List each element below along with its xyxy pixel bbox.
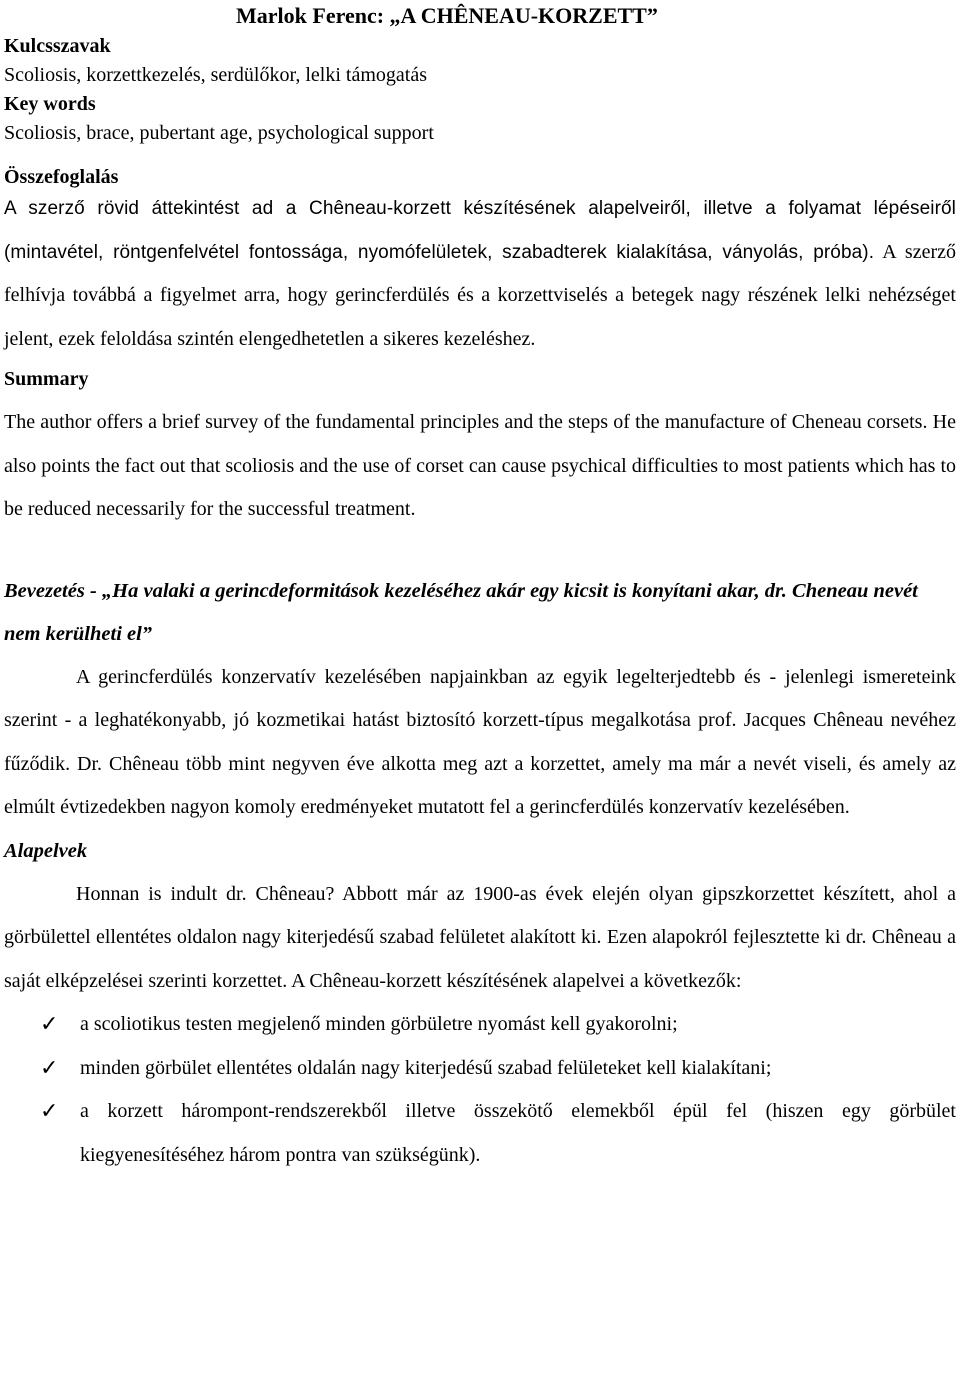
summary-en-text: The author offers a brief survey of the fundamental principles and the steps of the manufacture of Cheneau corsets. He also points the fact out that scoliosis and the use of corset can cause psychical difficulties to most patients which has to be reduced necessarily for the successful treatment. bbox=[4, 411, 956, 520]
checkmark-icon: ✓ bbox=[40, 1012, 59, 1037]
intro-section bbox=[4, 570, 956, 830]
keywords-section bbox=[4, 32, 956, 148]
document-title: Marlok Ferenc: „A CHÊNEAU-KORZETT” bbox=[236, 3, 658, 28]
keywords-hu-text: Scoliosis, korzettkezelés, serdülőkor, lelki támogatás bbox=[4, 64, 427, 86]
intro-text: A gerincferdülés konzervatív kezelésében napjainkban az egyik legelterjedtebb és - jelenlegi ismereteink szerint - a leghatékonyabb, jó kozmetikai hatást biztosító korzett-típus megalkotása prof. Jacques Chêneau nevéhez fűződik. Dr. Chêneau több mint negyven éve alkotta meg azt a korzettet, amely ma már a nevét viseli, és amely az elmúlt évtizedekben nagyon komoly eredményeket mutatott fel a gerincferdülés konzervatív kezelésében. bbox=[4, 665, 956, 818]
list-item-text: a scoliotikus testen megjelenő minden görbületre nyomást kell gyakorolni; bbox=[80, 1013, 678, 1035]
summary-hu-heading: Összefoglalás bbox=[4, 166, 119, 188]
principles-list bbox=[4, 1003, 956, 1177]
summary-hu-text-part1: A szerző rövid áttekintést ad a Chêneau-korzett készítésének alapelveiről, illetve a folyamat lépéseiről (mintavétel, röntgenfelvétel fontossága, nyomófelületek, szabadterek kialakítása, ványolás, próba). bbox=[4, 198, 956, 263]
summary-hu-text bbox=[4, 187, 956, 361]
keywords-en-text: Scoliosis, brace, pubertant age, psychological support bbox=[4, 122, 434, 144]
summary-hu-text-part2: A szerző felhívja továbbá a figyelmet arra, hogy gerincferdülés és a korzettviselés a betegek nagy részének lelki nehézséget jelent, ezek feloldása szintén elengedhetetlen a sikeres kezeléshez. bbox=[4, 240, 956, 350]
intro-heading: Bevezetés - „Ha valaki a gerincdeformitások kezeléséhez akár egy kicsit is konyítani akar, dr. Cheneau nevét nem kerülheti el” bbox=[4, 579, 918, 645]
keywords-en-heading: Key words bbox=[4, 93, 96, 115]
list-item bbox=[4, 1047, 956, 1091]
checkmark-icon: ✓ bbox=[40, 1055, 59, 1081]
principles-section bbox=[4, 830, 956, 1178]
list-item bbox=[4, 1003, 956, 1047]
summary-en-heading: Summary bbox=[4, 368, 89, 390]
document-page bbox=[0, 2, 960, 1381]
list-item-text: a korzett hárompont-rendszerekből illetve összekötő elemekből épül fel (hiszen egy görbület kiegyenesítéséhez három pontra van szükségünk). bbox=[80, 1100, 956, 1166]
principles-heading: Alapelvek bbox=[4, 839, 88, 862]
list-item-text: minden görbület ellentétes oldalán nagy kiterjedésű szabad felületeket kell kialakítani; bbox=[80, 1056, 772, 1079]
list-item bbox=[4, 1090, 956, 1177]
checkmark-icon: ✓ bbox=[40, 1099, 59, 1124]
summary-en-section bbox=[4, 358, 956, 532]
summary-hu-section bbox=[4, 163, 956, 361]
keywords-hu-heading: Kulcsszavak bbox=[4, 35, 111, 57]
principles-text: Honnan is indult dr. Chêneau? Abbott már az 1900-as évek elején olyan gipszkorzettet készített, ahol a görbülettel ellentétes oldalon nagy kiterjedésű szabad felületet alakított ki. Ezen alapokról fejlesztette ki dr. Chêneau a saját elképzelései szerinti korzettet. A Chêneau-korzett készítésének alapelvei a következők: bbox=[4, 882, 956, 992]
